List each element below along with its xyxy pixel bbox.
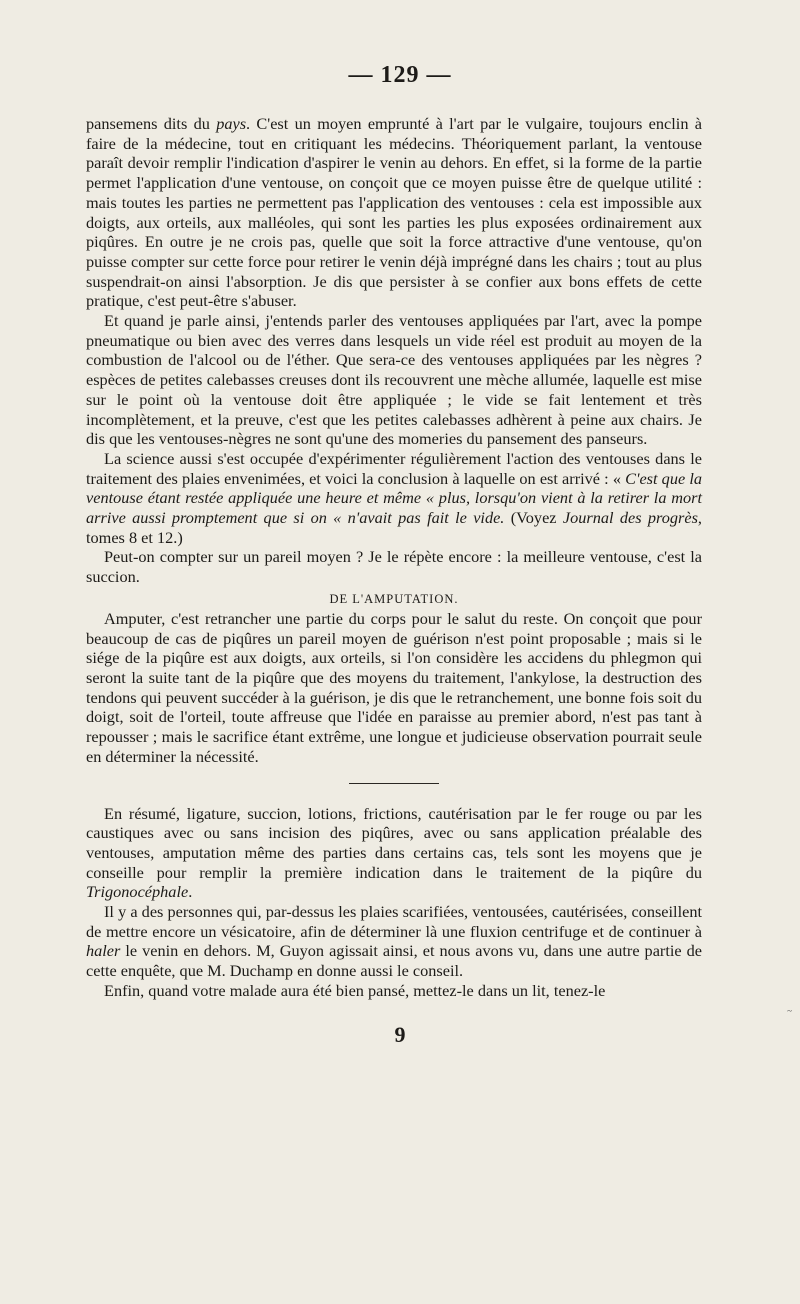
text-run: En résumé, ligature, succion, lotions, frictions, cautérisation par le fer rouge ou par les caustiques avec ou sans incision des piqûres, avec ou sans application préalable des ventouses, amputation même des parties dans certains cas, tels sont les moyens que je conseille pour remplir la première indication dans le traitement de la piqûre du: [86, 803, 702, 882]
italic-text: haler: [86, 941, 121, 961]
paragraph-amputation: Amputer, c'est retrancher une partie du corps pour le salut du reste. On conçoit que pour beaucoup de cas de piqûres un pareil moyen de guérison n'est point proposable ; mais si le siége de la piqûre est aux doigts, aux orteils, si l'on considère les accidens du phlegmon qui seront la suite tant de la piqûre que des moyens du traitement, l'ankylose, la destruction des tendons qui peuvent succéder à la guérison, je dis que le retranchement, une bonne fois soit du doigt, soit de l'orteil, toute affreuse que l'idée en paraisse au premier abord, n'est pas tant à repousser ; mais le sacrifice étant extrême, une longue et judicieuse observation pourrait seule en déterminer la nécessité.: [86, 608, 702, 766]
text-run: (Voyez: [504, 508, 563, 528]
text-run: .: [188, 882, 193, 902]
text-run: , tomes 8 et 12.): [86, 508, 702, 547]
page-number: — 129 —: [348, 62, 452, 88]
text-run: le venin en dehors. M, Guyon agissait ainsi, et nous avons vu, dans une autre partie de cette enquête, que M. Duchamp en donne aussi le conseil.: [86, 941, 702, 981]
paragraph-succion: Peut-on compter sur un pareil moyen ? Je le répète encore : la meilleure ventouse, c'est la succion.: [86, 547, 702, 587]
text-run: La science aussi s'est occupée d'expérimenter régulièrement l'action des ventouses dans le traitement des plaies envenimées, et voici la conclusion à laquelle on est arrivé : «: [86, 448, 702, 488]
italic-text: Journal des progrès: [562, 508, 698, 528]
text-run: pansemens dits du: [86, 114, 217, 133]
text-run: Il y a des personnes qui, par-dessus les plaies scarifiées, ventousées, cautérisées, conseillent de mettre encore un vésicatoire, afin de déterminer là une fluxion centrifuge et de continuer à: [86, 902, 702, 941]
paragraph-ventouses-art: Et quand je parle ainsi, j'entends parler des ventouses appliquées par l'art, avec la pompe pneumatique ou bien avec des verres dans lesquels un vide réel est produit au moyen de la combustion de l'alcool ou de l'éther. Que sera-ce des ventouses appliquées par les nègres ? espèces de petites calebasses creuses dont ils recouvrent une mèche allumée, laquelle est mise sur le point où la ventouse doit être appliquée ; le vide se fait lentement et très incomplètement, et la preuve, c'est que les petites calebasses adhèrent à peine aux chairs. Je dis que les ventouses-nègres ne sont qu'une des momeries du pansement des panseurs.: [86, 311, 702, 449]
italic-text: Trigonocéphale: [86, 882, 189, 902]
paragraph-enfin: Enfin, quand votre malade aura été bien pansé, mettez-le dans un lit, tenez-le: [104, 980, 606, 1000]
signature-mark: 9: [394, 1022, 406, 1047]
italic-text: pays: [216, 114, 247, 133]
italic-quote: C'est que la ventouse étant restée appliquée une heure et même « plus, lorsqu'on vient à la retirer la mort arrive aussi promptement que si on « n'avait pas fait le vide.: [86, 468, 702, 528]
section-divider: [349, 783, 439, 784]
paragraph-science: [86, 449, 702, 548]
paragraph-vesicatoire: [86, 902, 702, 981]
corner-mark: ~: [787, 1006, 792, 1016]
section-heading-amputation: DE L'AMPUTATION.: [329, 591, 459, 606]
body-text: [86, 114, 702, 1001]
text-run: . C'est un moyen emprunté à l'art par le vulgaire, toujours enclin à faire de la médecine, tout en critiquant les médecins. Théoriquement parlant, la ventouse paraît devoir remplir l'indication d'aspirer le venin au dehors. En effet, si la forme de la partie permet l'application d'une ventouse, on conçoit que ce moyen puisse être de quelque utilité : mais toutes les parties ne permettent pas l'application des ventouses : cela est impossible aux doigts, aux orteils, aux malléoles, qui sont les parties les plus exposées ordinairement aux piqûres. En outre je ne crois pas, quelle que soit la force attractive d'une ventouse, qu'on puisse compter sur cette force pour retirer le venin déjà imprégné dans les chairs ; tout au plus suspendrait-on ainsi l'absorption. Je dis que persister à se confier aux bons effets de cette pratique, c'est peut-être s'abuser.: [86, 114, 702, 311]
paragraph-resume: [86, 804, 702, 903]
paragraph-ventouses-intro: [86, 114, 702, 311]
